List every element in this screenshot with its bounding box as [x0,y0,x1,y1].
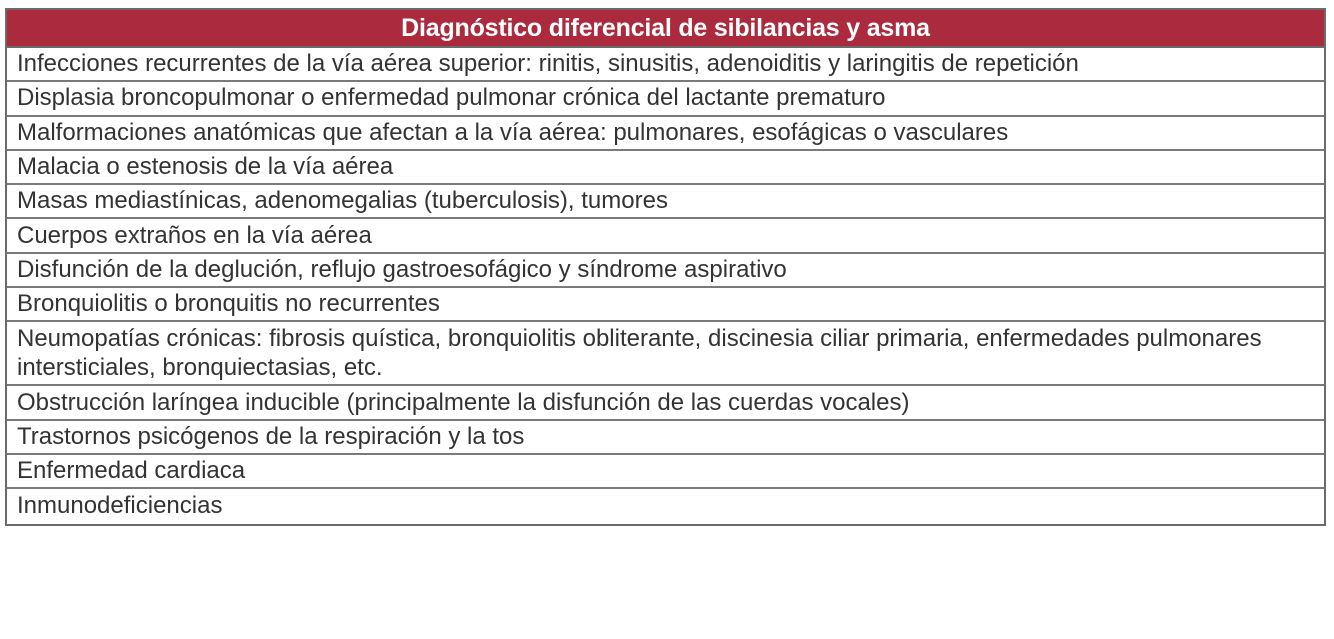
table-row: Bronquiolitis o bronquitis no recurrentes [7,288,1324,322]
table-row: Obstrucción laríngea inducible (principalmente la disfunción de las cuerdas vocales) [7,386,1324,420]
table-row: Infecciones recurrentes de la vía aérea superior: rinitis, sinusitis, adenoiditis y laringitis de repetición [7,48,1324,82]
table-row: Cuerpos extraños en la vía aérea [7,219,1324,253]
table-row: Malformaciones anatómicas que afectan a la vía aérea: pulmonares, esofágicas o vasculares [7,117,1324,151]
differential-diagnosis-table [5,8,1326,526]
table-row: Inmunodeficiencias [17,492,223,520]
table-row: Malacia o estenosis de la vía aérea [7,151,1324,185]
table-title: Diagnóstico diferencial de sibilancias y asma [7,10,1324,48]
table-row: Neumopatías crónicas: fibrosis quística, bronquiolitis obliterante, discinesia ciliar primaria, enfermedades pulmonares intersticiales, bronquiectasias, etc. [7,322,1324,386]
table-row: Enfermedad cardiaca [7,455,1324,489]
table-row: Disfunción de la deglución, reflujo gastroesofágico y síndrome aspirativo [7,254,1324,288]
table-row: Trastornos psicógenos de la respiración y la tos [7,421,1324,455]
table-body [7,48,1324,524]
table-row: Displasia broncopulmonar o enfermedad pulmonar crónica del lactante prematuro [7,82,1324,116]
table-row: Masas mediastínicas, adenomegalias (tuberculosis), tumores [7,185,1324,219]
